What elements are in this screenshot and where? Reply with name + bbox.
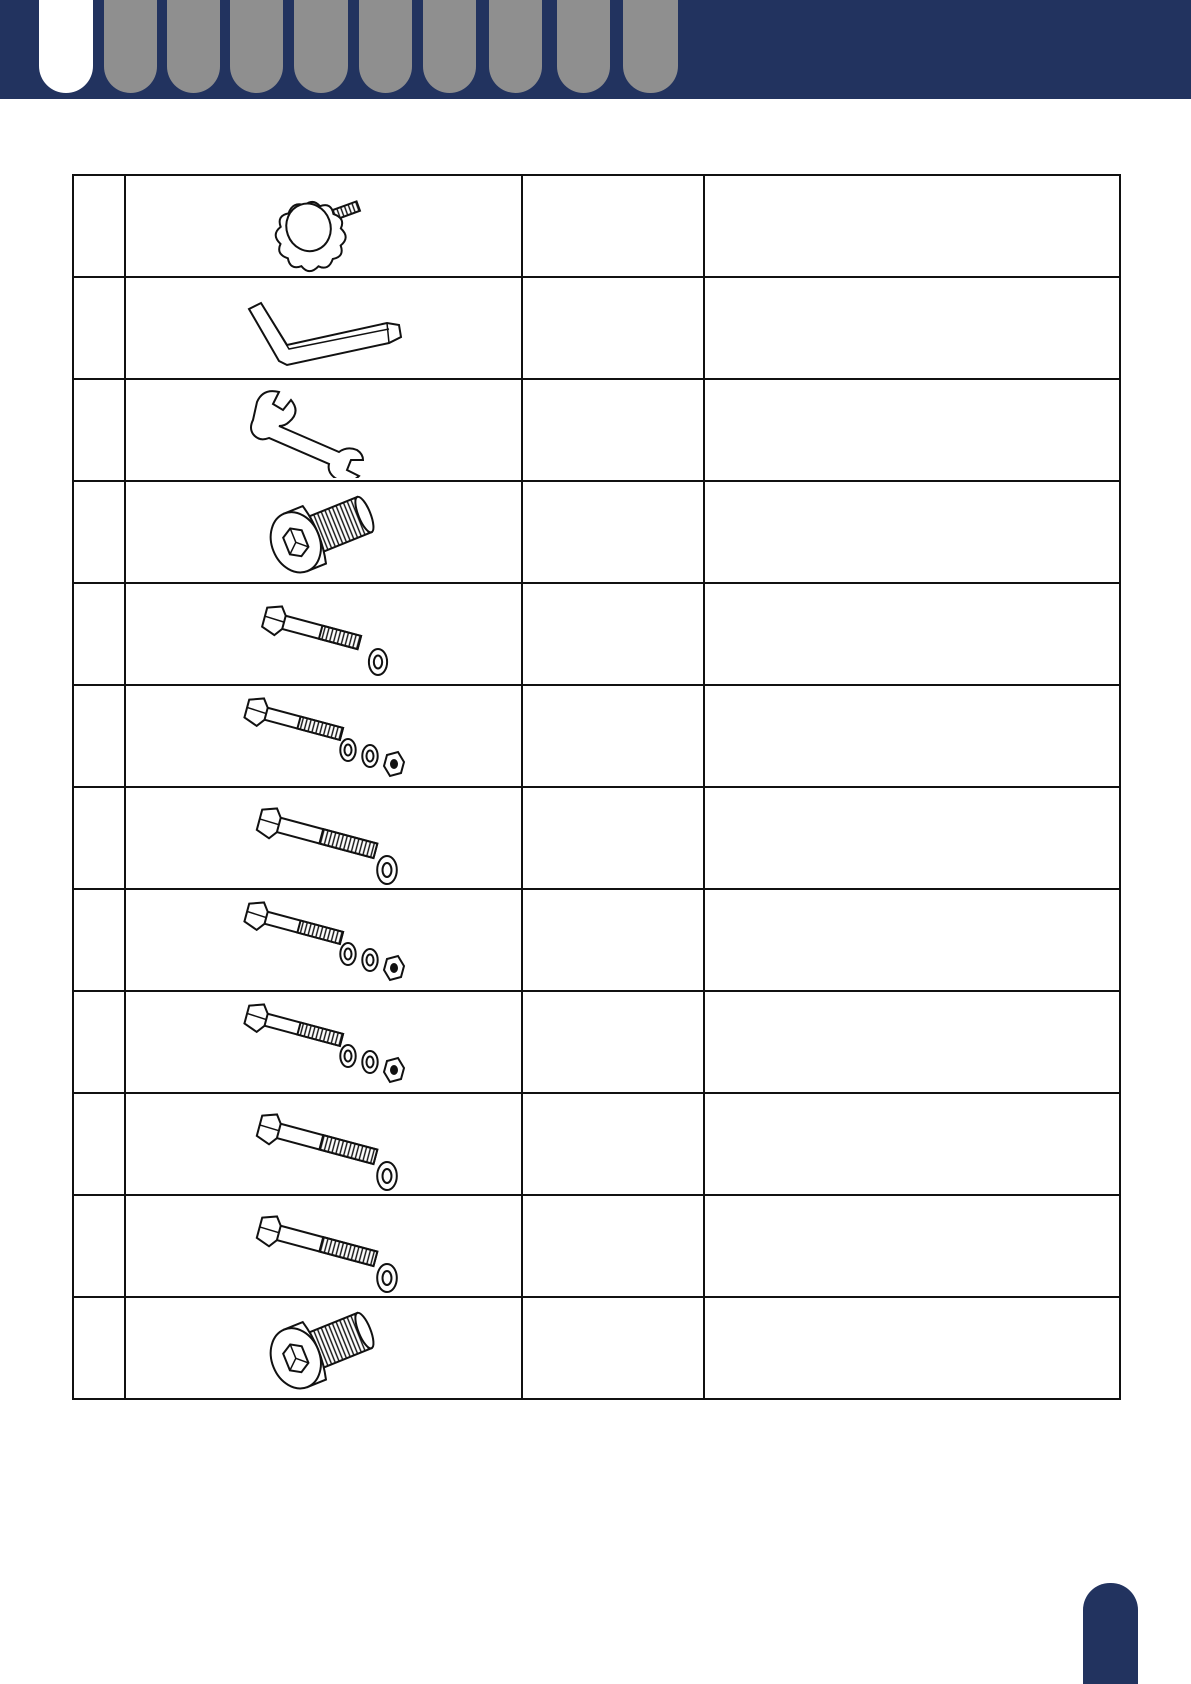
part-description-cell [704, 787, 1120, 889]
part-description-cell [704, 1195, 1120, 1297]
part-number-cell [73, 889, 125, 991]
section-tab-3[interactable] [167, 0, 220, 93]
part-quantity-cell [522, 379, 704, 481]
allen-key-icon [126, 283, 521, 373]
part-image-cell [125, 1093, 522, 1195]
part-image-cell [125, 481, 522, 583]
part-description-cell [704, 175, 1120, 277]
part-quantity-cell [522, 1297, 704, 1399]
section-tab-4[interactable] [230, 0, 283, 93]
part-number-cell [73, 685, 125, 787]
part-quantity-cell [522, 481, 704, 583]
table-row [73, 175, 1120, 277]
part-quantity-cell [522, 277, 704, 379]
page-number-tab [1083, 1583, 1138, 1684]
table-row [73, 1297, 1120, 1399]
part-number-cell [73, 1093, 125, 1195]
table-row [73, 889, 1120, 991]
part-quantity-cell [522, 583, 704, 685]
part-number-cell [73, 379, 125, 481]
part-quantity-cell [522, 1093, 704, 1195]
hex-bolt-washers-nut-icon [126, 892, 521, 988]
part-description-cell [704, 889, 1120, 991]
section-tab-7[interactable] [423, 0, 476, 93]
part-number-cell [73, 1297, 125, 1399]
part-number-cell [73, 583, 125, 685]
table-row [73, 991, 1120, 1093]
part-quantity-cell [522, 685, 704, 787]
table-row [73, 583, 1120, 685]
part-image-cell [125, 1195, 522, 1297]
section-tab-2[interactable] [104, 0, 157, 93]
hex-bolt-washers-nut-icon [126, 994, 521, 1090]
table-row [73, 787, 1120, 889]
part-description-cell [704, 1093, 1120, 1195]
part-quantity-cell [522, 787, 704, 889]
open-wrench-icon [126, 382, 521, 478]
part-description-cell [704, 1297, 1120, 1399]
socket-cap-screw-icon [126, 484, 521, 580]
part-number-cell [73, 991, 125, 1093]
socket-cap-screw-icon [126, 1300, 521, 1396]
part-image-cell [125, 379, 522, 481]
part-image-cell [125, 889, 522, 991]
part-description-cell [704, 277, 1120, 379]
part-image-cell [125, 175, 522, 277]
part-image-cell [125, 1297, 522, 1399]
part-number-cell [73, 1195, 125, 1297]
table-row [73, 277, 1120, 379]
hex-bolt-washers-nut-icon [126, 688, 521, 784]
part-image-cell [125, 277, 522, 379]
part-description-cell [704, 481, 1120, 583]
part-number-cell [73, 175, 125, 277]
part-image-cell [125, 991, 522, 1093]
part-number-cell [73, 277, 125, 379]
section-tab-1[interactable] [39, 0, 93, 93]
part-quantity-cell [522, 991, 704, 1093]
part-quantity-cell [522, 1195, 704, 1297]
table-row [73, 379, 1120, 481]
long-hex-bolt-washer-icon [126, 1096, 521, 1192]
part-image-cell [125, 685, 522, 787]
section-tab-8[interactable] [489, 0, 542, 93]
section-tab-5[interactable] [294, 0, 348, 93]
part-description-cell [704, 379, 1120, 481]
hex-bolt-washer-icon [126, 586, 521, 682]
part-quantity-cell [522, 889, 704, 991]
part-number-cell [73, 787, 125, 889]
part-quantity-cell [522, 175, 704, 277]
section-tab-6[interactable] [359, 0, 412, 93]
star-knob-icon [126, 178, 521, 274]
part-description-cell [704, 685, 1120, 787]
parts-table [72, 174, 1121, 1400]
table-row [73, 685, 1120, 787]
part-description-cell [704, 991, 1120, 1093]
part-image-cell [125, 583, 522, 685]
section-tab-10[interactable] [623, 0, 678, 93]
table-row [73, 1195, 1120, 1297]
part-description-cell [704, 583, 1120, 685]
long-hex-bolt-washer-icon [126, 1198, 521, 1294]
part-number-cell [73, 481, 125, 583]
table-row [73, 481, 1120, 583]
table-row [73, 1093, 1120, 1195]
part-image-cell [125, 787, 522, 889]
long-hex-bolt-washer-icon [126, 790, 521, 886]
section-tab-9[interactable] [557, 0, 610, 93]
